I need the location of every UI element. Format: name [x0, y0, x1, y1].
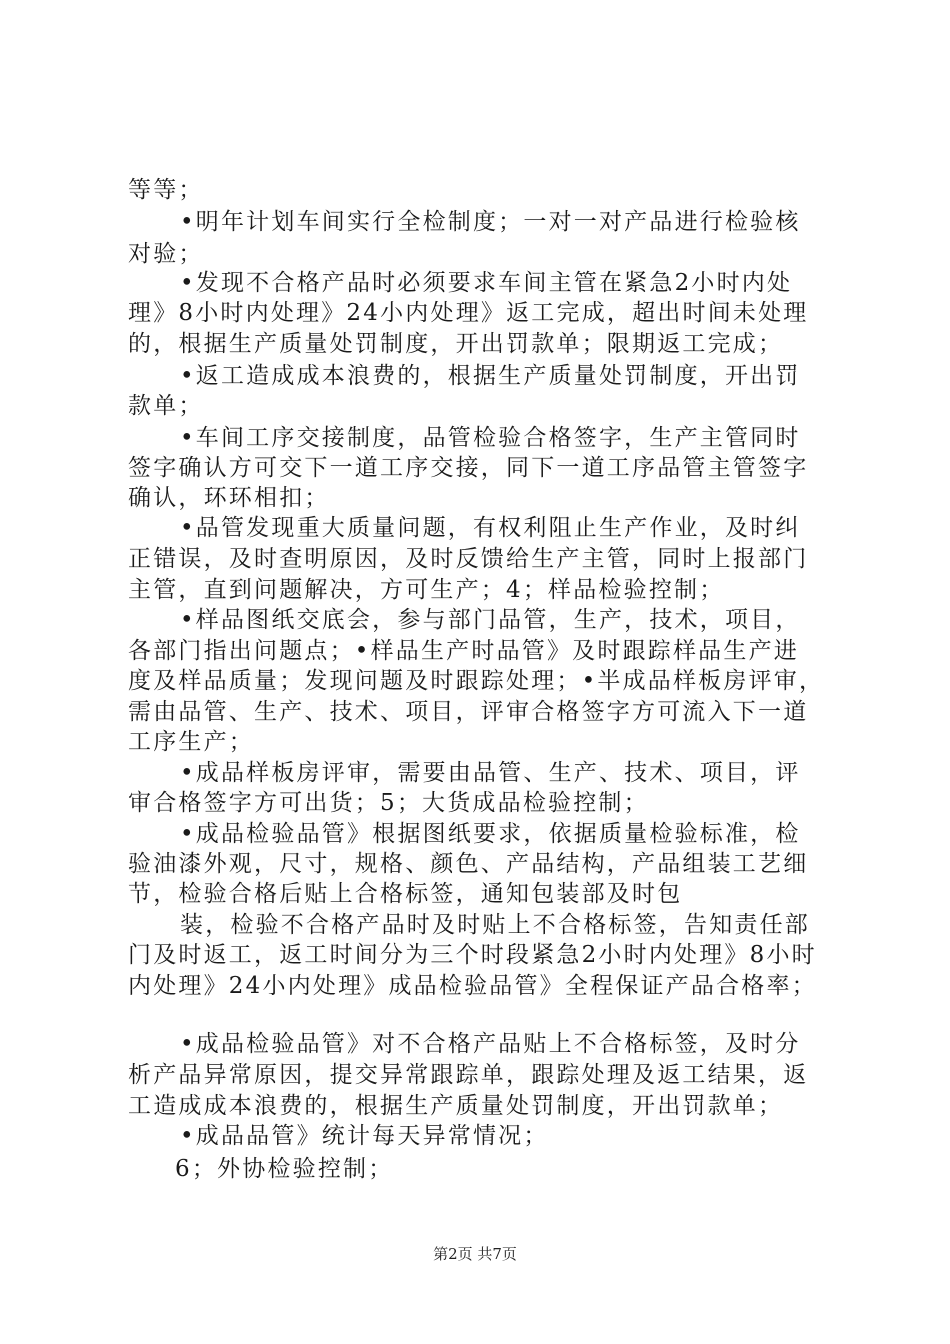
text-line: 确认，环环相扣； — [128, 485, 330, 511]
text-line: 内处理》24小内处理》成品检验品管》全程保证产品合格率； — [128, 973, 817, 999]
text-line: 工造成成本浪费的，根据生产质量处罚制度，开出罚款单； — [128, 1093, 784, 1119]
text-line: •成品检验品管》对不合格产品贴上不合格标签，及时分 — [180, 1031, 801, 1057]
text-line: 节，检验合格后贴上合格标签，通知包装部及时包 — [128, 881, 683, 907]
text-line: 需由品管、生产、技术、项目，评审合格签字方可流入下一道 — [128, 699, 809, 725]
text-line: 主管，直到问题解决，方可生产；4；样品检验控制； — [128, 577, 725, 603]
text-line: 析产品异常原因，提交异常跟踪单，跟踪处理及返工结果，返 — [128, 1062, 809, 1088]
text-line: 的，根据生产质量处罚制度，开出罚款单；限期返工完成； — [128, 331, 784, 357]
text-line: 验油漆外观，尺寸，规格、颜色、产品结构，产品组装工艺细 — [128, 851, 809, 877]
text-line: •品管发现重大质量问题，有权利阻止生产作业，及时纠 — [180, 515, 801, 541]
text-line: •明年计划车间实行全检制度；一对一对产品进行检验核 — [180, 209, 801, 235]
text-line: 各部门指出问题点；•样品生产时品管》及时跟踪样品生产进 — [128, 638, 799, 664]
text-line: •样品图纸交底会，参与部门品管，生产，技术，项目， — [180, 607, 801, 633]
text-line: 审合格签字方可出货；5；大货成品检验控制； — [128, 790, 649, 816]
text-line: •发现不合格产品时必须要求车间主管在紧急2小时内处 — [180, 270, 793, 296]
text-line: •成品品管》统计每天异常情况； — [180, 1123, 549, 1149]
text-line: 正错误，及时查明原因，及时反馈给生产主管，同时上报部门 — [128, 546, 809, 572]
text-line: 款单； — [128, 393, 204, 419]
text-line: 6；外协检验控制； — [175, 1156, 394, 1182]
text-line: •成品样板房评审，需要由品管、生产、技术、项目，评 — [180, 760, 801, 786]
text-line: 装，检验不合格产品时及时贴上不合格标签，告知责任部 — [180, 912, 810, 938]
text-line: 度及样品质量；发现问题及时跟踪处理；•半成品样板房评审， — [128, 668, 825, 694]
text-line: 等等； — [128, 177, 204, 203]
text-line: 理》8小时内处理》24小内处理》返工完成，超出时间未处理 — [128, 300, 809, 326]
text-line: •成品检验品管》根据图纸要求，依据质量检验标准，检 — [180, 821, 801, 847]
text-line: 工序生产； — [128, 729, 254, 755]
text-line: •返工造成成本浪费的，根据生产质量处罚制度，开出罚 — [180, 363, 801, 389]
text-line: •车间工序交接制度，品管检验合格签字，生产主管同时 — [180, 425, 801, 451]
text-line: 对验； — [128, 241, 204, 267]
page-number-footer: 第2页 共7页 — [433, 1245, 517, 1263]
text-line: 签字确认方可交下一道工序交接，同下一道工序品管主管签字 — [128, 455, 809, 481]
text-line: 门及时返工，返工时间分为三个时段紧急2小时内处理》8小时 — [128, 942, 817, 968]
